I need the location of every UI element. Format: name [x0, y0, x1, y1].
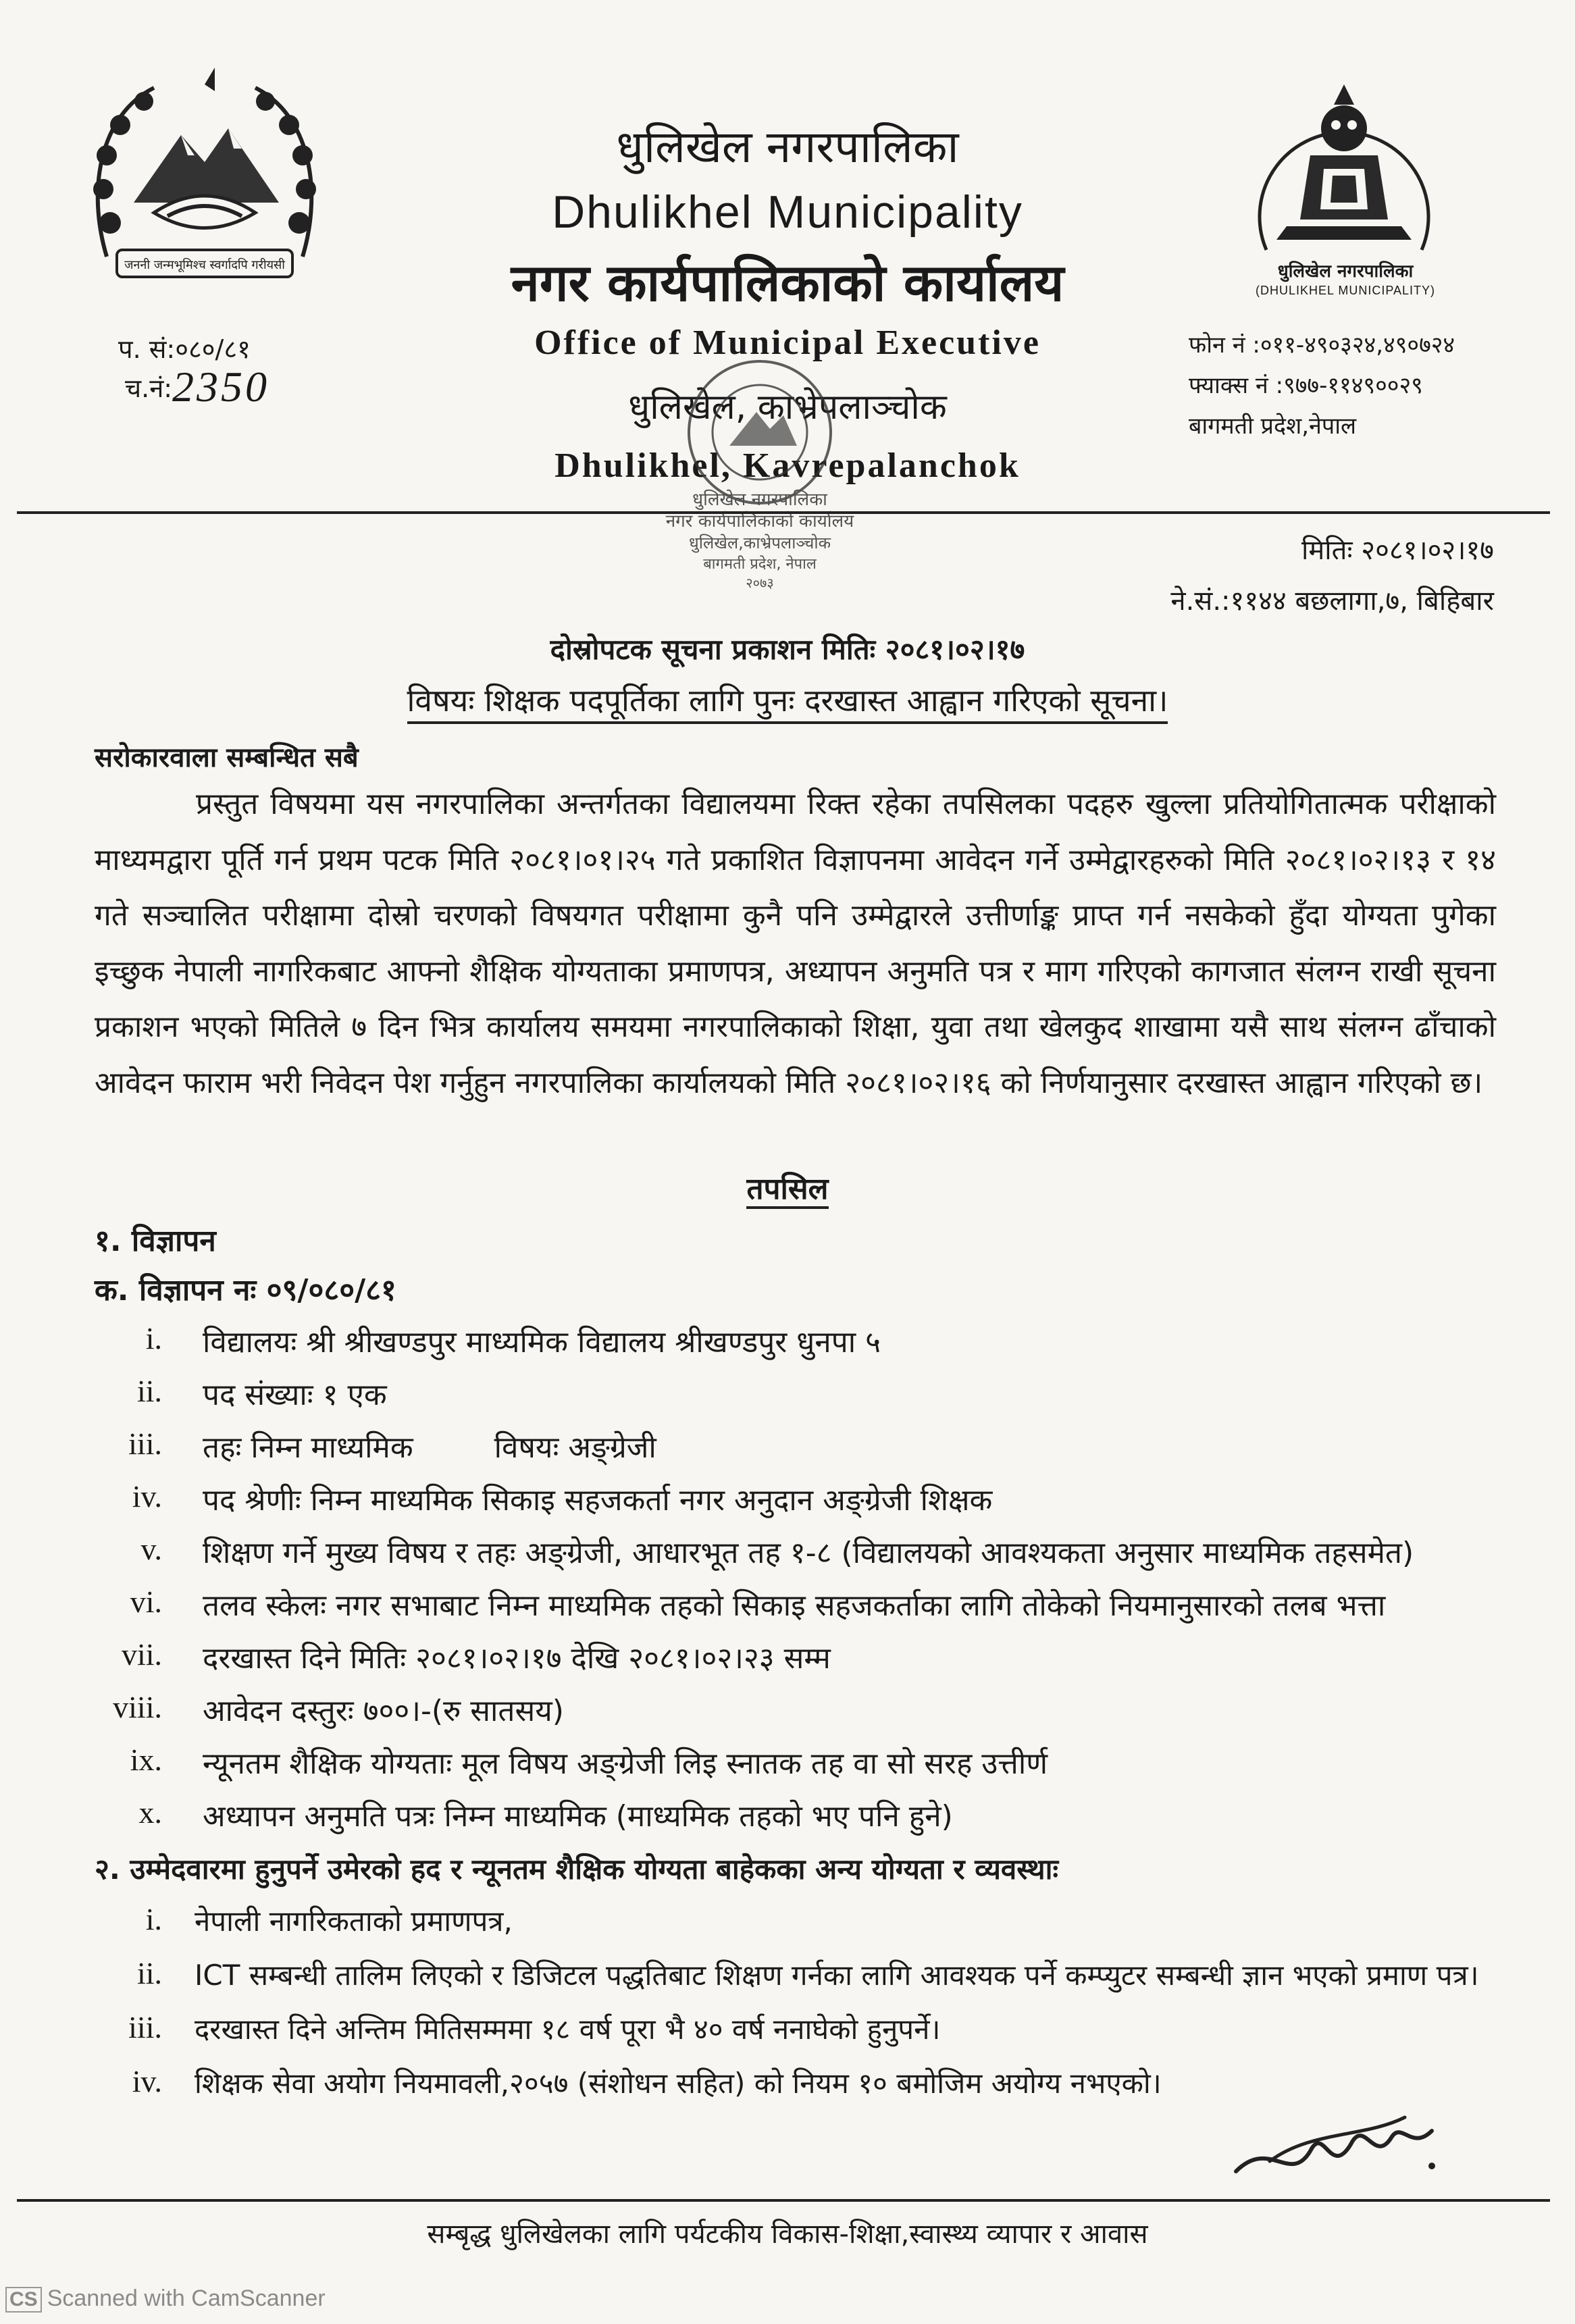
list-item: iv. शिक्षक सेवा अयोग नियमावली,२०५७ (संशोधन सहित) को नियम १० बमोजिम अयोग्य नभएको। — [132, 2064, 1162, 2100]
list-item: i. विद्यालयः श्री श्रीखण्डपुर माध्यमिक विद्यालय श्रीखण्डपुर धुनपा ५ — [145, 1321, 881, 1360]
subject-text: विषयः शिक्षक पदपूर्तिका लागि पुनः दरखास्त आह्वान गरिएको सूचना। — [407, 682, 1168, 724]
list-item: ii. ICT सम्बन्धी तालिम लिएको र डिजिटल पद्धतिबाट शिक्षण गर्नका लागि आवश्यक पर्ने कम्प्युटर सम्बन्धी ज्ञान भएको प्रमाण पत्र। — [136, 1956, 1479, 1992]
signature — [1229, 2090, 1452, 2192]
fax-number: फ्याक्स नं :९७७-११४९००२९ — [1189, 372, 1423, 399]
province: बागमती प्रदेश,नेपाल — [1189, 413, 1357, 440]
body-paragraph: प्रस्तुत विषयमा यस नगरपालिका अन्तर्गतका विद्यालयमा रिक्त रहेका तपसिलका पदहरु खुल्ला प्रतियोगितात्मक परीक्षाको माध्यमद्वारा पूर्ति गर्न प्रथम पटक मिति २०८१।०१।२५ गते प्रकाशित विज्ञापनमा आवेदन गर्ने उम्मेद्वारहरुको मिति २०८१।०२।१३ र १४ गते सञ्चालित परीक्षामा दोस्रो चरणको विषयगत परीक्षामा कुनै पनि उम्मेद्वारले उत्तीर्णाङ्क प्राप्त गर्न नसकेको हुँदा योग्यता पुगेका इच्छुक नेपाली नागरिकबाट आफ्नो शैक्षिक योग्यताका प्रमाणपत्र, अध्यापन अनुमति पत्र र माग गरिएको कागजात संलग्न राखी सूचना प्रकाशन भएको मितिले ७ दिन भित्र कार्यालय समयमा नगरपालिकाको शिक्षा, युवा तथा खेलकुद शाखामा यसै साथ संलग्न ढाँचाको आवेदन फाराम भरी निवेदन पेश गर्नुहुन नगरपालिका कार्यालयको मिति २०८१।०२।१६ को निर्णयानुसार दरखास्त आह्वान गरिएको छ। — [95, 787, 1496, 1100]
chalani-number-handwritten: 2350 — [172, 363, 269, 411]
level-text: तहः निम्न माध्यमिक — [203, 1430, 413, 1465]
notice-date: मितिः २०८१।०२।१७ — [1301, 535, 1494, 566]
right-logo-caption: धुलिखेल नगरपालिका — [1277, 261, 1414, 282]
list-item: iii. तहः निम्न माध्यमिक विषयः अङ्ग्रेजी — [128, 1426, 656, 1465]
phone-number: फोन नं :०११-४९०३२४,४९०७२४ — [1189, 332, 1455, 359]
section-1-heading: १. विज्ञापन — [95, 1224, 216, 1258]
list-item: iii. दरखास्त दिने अन्तिम मितिसम्ममा १८ वर्ष पूरा भै ४० वर्ष ननाघेको हुनुपर्ने। — [128, 2010, 941, 2046]
list-item: i. नेपाली नागरिकताको प्रमाणपत्र, — [145, 1902, 513, 1938]
footer-tagline: सम्बृद्ध धुलिखेलका लागि पर्यटकीय विकास-शिक्षा,स्वास्थ्य व्यापार र आवास — [427, 2219, 1148, 2250]
list-item: vi. तलव स्केलः नगर सभाबाट निम्न माध्यमिक तहको सिकाइ सहजकर्ताका लागि तोकेको नियमानुसारको तलब भत्ता — [130, 1584, 1386, 1623]
place-np: धुलिखेल, काभ्रेपलाञ्चोक — [628, 387, 947, 428]
stamp-line-3: धुलिखेल,काभ्रेपलाञ्चोक — [689, 534, 831, 552]
emblem-motto: जननी जन्मभूमिश्च स्वर्गादपि गरीयसी — [124, 258, 285, 272]
list-item: ix. न्यूनतम शैक्षिक योग्यताः मूल विषय अङ्ग्रेजी लिइ स्नातक तह वा सो सरह उत्तीर्ण — [130, 1742, 1048, 1781]
office-name-np: नगर कार्यपालिकाको कार्यालय — [511, 253, 1064, 313]
details-heading — [0, 1167, 1575, 1208]
section-1-subheading: क. विज्ञापन नः ०९/०८०/८१ — [95, 1273, 396, 1308]
list-item: iv. पद श्रेणीः निम्न माध्यमिक सिकाइ सहजकर्ता नगर अनुदान अङ्ग्रेजी शिक्षक — [132, 1479, 993, 1518]
list-item: viii. आवेदन दस्तुरः ७००।-(रु सातसय) — [113, 1690, 564, 1728]
place-en: Dhulikhel, Kavrepalanchok — [554, 446, 1021, 485]
camscanner-badge: CS — [5, 2287, 42, 2313]
stamp-line-5: २०७३ — [746, 575, 774, 591]
salutation: सरोकारवाला सम्बन्धित सबै — [95, 742, 359, 773]
publication-date: दोस्रोपटक सूचना प्रकाशन मितिः २०८१।०२।१७ — [550, 633, 1025, 666]
reference-number: प. सं:०८०/८१ — [118, 334, 251, 364]
stamp-line-2: नगर कार्यपालिकाको कार्यालय — [665, 511, 854, 532]
list-item: v. शिक्षण गर्ने मुख्य विषय र तहः अङ्ग्रेजी, आधारभूत तह १-८ (विद्यालयको आवश्यकता अनुसार माध्यमिक तहसमेत) — [140, 1532, 1414, 1570]
footer-divider — [17, 2199, 1550, 2202]
municipality-name-np: धुलिखेल नगरपालिका — [616, 121, 959, 173]
right-logo-caption-en: (DHULIKHEL MUNICIPALITY) — [1255, 284, 1436, 297]
list-item: vii. दरखास्त दिने मितिः २०८१।०२।१७ देखि २०८१।०२।२३ सम्म — [121, 1637, 831, 1676]
subject-text: विषयः अङ्ग्रेजी — [494, 1430, 656, 1465]
list-item: x. अध्यापन अनुमति पत्रः निम्न माध्यमिक (माध्यमिक तहको भए पनि हुने) — [138, 1795, 953, 1834]
subject-line — [0, 679, 1575, 721]
camscanner-text: Scanned with CamScanner — [47, 2286, 326, 2311]
section-2-heading: २. उम्मेदवारमा हुनुपर्ने उमेरको हद र न्यूनतम शैक्षिक योग्यता बाहेकका अन्य योग्यता र व्यवस्थाः — [95, 1853, 1058, 1886]
scanner-watermark — [5, 2286, 326, 2313]
list-item: ii. पद संख्याः १ एक — [136, 1374, 387, 1412]
office-name-en: Office of Municipal Executive — [534, 324, 1041, 362]
details-heading-text: तपसिल — [746, 1172, 828, 1209]
municipality-name-en: Dhulikhel Municipality — [552, 186, 1023, 238]
stamp-line-4: बागमती प्रदेश, नेपाल — [703, 556, 817, 573]
official-stamp — [648, 351, 871, 594]
header-divider — [17, 511, 1550, 514]
stamp-line-1: धुलिखेल नगरपालिका — [692, 490, 827, 510]
nepal-sambat-date: ने.सं.:११४४ बछलागा,७, बिहिबार — [1170, 586, 1494, 617]
chalani-label: च.नं: — [125, 373, 173, 403]
